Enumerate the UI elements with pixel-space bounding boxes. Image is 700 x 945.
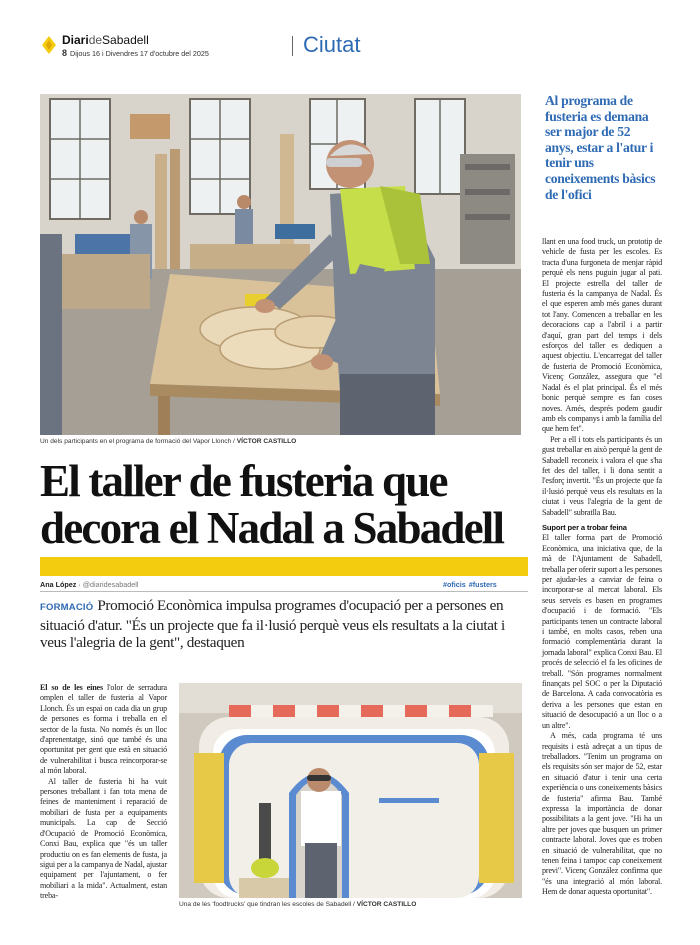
col3-subhead: Suport per a trobar feina	[542, 522, 627, 532]
tag-fusters[interactable]: #fusters	[468, 580, 497, 589]
bottom-caption-credit: VÍCTOR CASTILLO	[356, 901, 417, 908]
author-name: Ana López	[40, 580, 77, 589]
top-photo-caption	[40, 438, 296, 445]
section-separator	[292, 36, 293, 56]
page-number: 8	[62, 48, 68, 58]
body-column-1	[40, 683, 167, 902]
pullquote: Al programa de fusteria es demana ser major de 52 anys, estar a l'atur i tenir uns coneixements bàsics de l'ofici	[545, 93, 656, 202]
byline-separator: ·	[78, 580, 81, 589]
brand-rest: Sabadell	[102, 33, 149, 47]
col1-p1-text: l'olor de serradura omplen el taller de fusteria al Vapor Llonch. És un espai on cada dia un grup de persones es forma i treballa en el sector de la fusta. No només és un lloc d'aprenentatge, sinó que també és una oportunitat per gent que està en situació de vulnerabilitat i busca reincorporar-se al món laboral.	[40, 683, 167, 776]
byline-rule	[40, 591, 528, 592]
masthead	[62, 33, 149, 47]
bottom-photo-caption	[179, 901, 416, 908]
diari-logo-icon	[42, 36, 56, 54]
standfirst-kicker: FORMACIÓ	[40, 602, 94, 613]
tags	[440, 580, 497, 589]
standfirst	[40, 597, 530, 652]
headline: El taller de fusteria que decora el Nadal a Sabadell	[40, 456, 504, 553]
brand-light: de	[88, 33, 103, 47]
brand-bold: Diari	[62, 33, 89, 47]
col3-paragraph-2: Per a ell i tots els participants és un gust treballar en això perquè la gent de Sabadell reconeix i valora el que s'ha fet des del taller, i li dona sentit a l'esforç invertit. "És un projecte que fa il·lusió perquè veus els resultats en la ciutat i veus l'alegria de la gent de Sabadell" subratlla Bau.	[542, 434, 662, 517]
col1-paragraph-2: Al taller de fusteria hi ha vuit persones treballant i fan tota mena de feines de manteniment i reparació de mobiliari de fusta per a equipaments municipals. La cap de Secció d'Ocupació de Promoció Econòmica, Conxi Bau, explica que "és un taller productiu on es fan elements de fusta, ja sigui per a la campanya de Nadal, ajustar equipament per l'ajuntament, o fer mobiliari a la mida". Actualment, estan treba-	[40, 776, 167, 901]
top-caption-credit: VÍCTOR CASTILLO	[236, 438, 297, 445]
top-caption-text: Un dels participants en el programa de formació del Vapor Llonch /	[40, 438, 235, 445]
author-handle: @diaridesabadell	[82, 580, 139, 589]
yellow-accent-bar	[40, 557, 528, 576]
lead-in: El so de les eines	[40, 683, 103, 692]
section-title: Ciutat	[303, 32, 361, 57]
page-date-line	[62, 48, 209, 58]
bottom-caption-text: Una de les 'foodtrucks' que tindran les escoles de Sabadell /	[179, 901, 355, 908]
date-line: Dijous 16 i Divendres 17 d'octubre del 2025	[70, 49, 209, 58]
standfirst-text: Promoció Econòmica impulsa programes d'ocupació per a persones en situació d'atur. "És un projecte que fa il·lusió perquè veus els resultats a la ciutat i veus l'alegria de la gent", destaquen	[40, 597, 505, 652]
tag-oficis[interactable]: #oficis	[443, 580, 466, 589]
col1-paragraph-1	[40, 683, 167, 777]
bottom-photo	[179, 683, 522, 898]
col3-paragraph-4: A més, cada programa té uns requisits i està adreçat a un tipus de treballadors. "Tenim un programa on els requisits són ser major de 52, estar en situació d'atur i tenir una certa experiència o uns coneixements bàsics de fusteria" afirma Bau. També expressa la importància de donar possibilitats a la gent jove. "Hi ha un altre per joves que busquen un primer contracte laboral. Joves que es troben en situació de vulnerabilitat, que no tenen feina i tampoc cap coneixement previ". Vicenç González confirma que "és una integració al món laboral. Hem de donar aquesta oportunitat".	[542, 731, 662, 897]
top-photo	[40, 94, 521, 435]
body-column-3	[542, 237, 662, 898]
col3-paragraph-1: llant en una food truck, un prototip de vehicle de fusta per les escoles. Es tracta d'una furgoneta de menjar ràpid perquè els nens puguin jugar al pati. El projecte estrella del taller de fusteria és la campanya de Nadal. És el que esperen amb més ganes durant tot l'any. Comencen a treballar en les decoracions cap a l'abril i a partir d'aquí, gran part del temps i dels esforços del taller es dediquen a aquest objectiu. L'encarregat del taller de fusteria de Promoció Econòmica, Vicenç González, assegura que "el Nadal és el plat principal. És el més bonic perquè sempre es fan coses noves. Amés, després podem gaudir amb els companys i amb la família del que hem fet".	[542, 237, 662, 434]
byline	[40, 580, 138, 589]
col3-paragraph-3: El taller forma part de Promoció Econòmica, una iniciativa que, de la mà de l'Ajuntament de Sabadell, treballa per oferir suport a les persones per ajudar-les a canviar de feina o incorporar-se al mercat laboral. Els seus serveis es basen en programes d'ocupació i de formació. "Els participants tenen un contracte laboral i també, en molts casos, reben una formació complementària durant la jornada laboral" explica Conxi Bau. El procés de selecció el fa les oficines de treball. "Són programes normalment finançats pel SOC o per la Diputació de Barcelona. A cada convocatòria es deriva a les persones que estan en situació de desocupació a un lloc o a un altre".	[542, 533, 662, 730]
